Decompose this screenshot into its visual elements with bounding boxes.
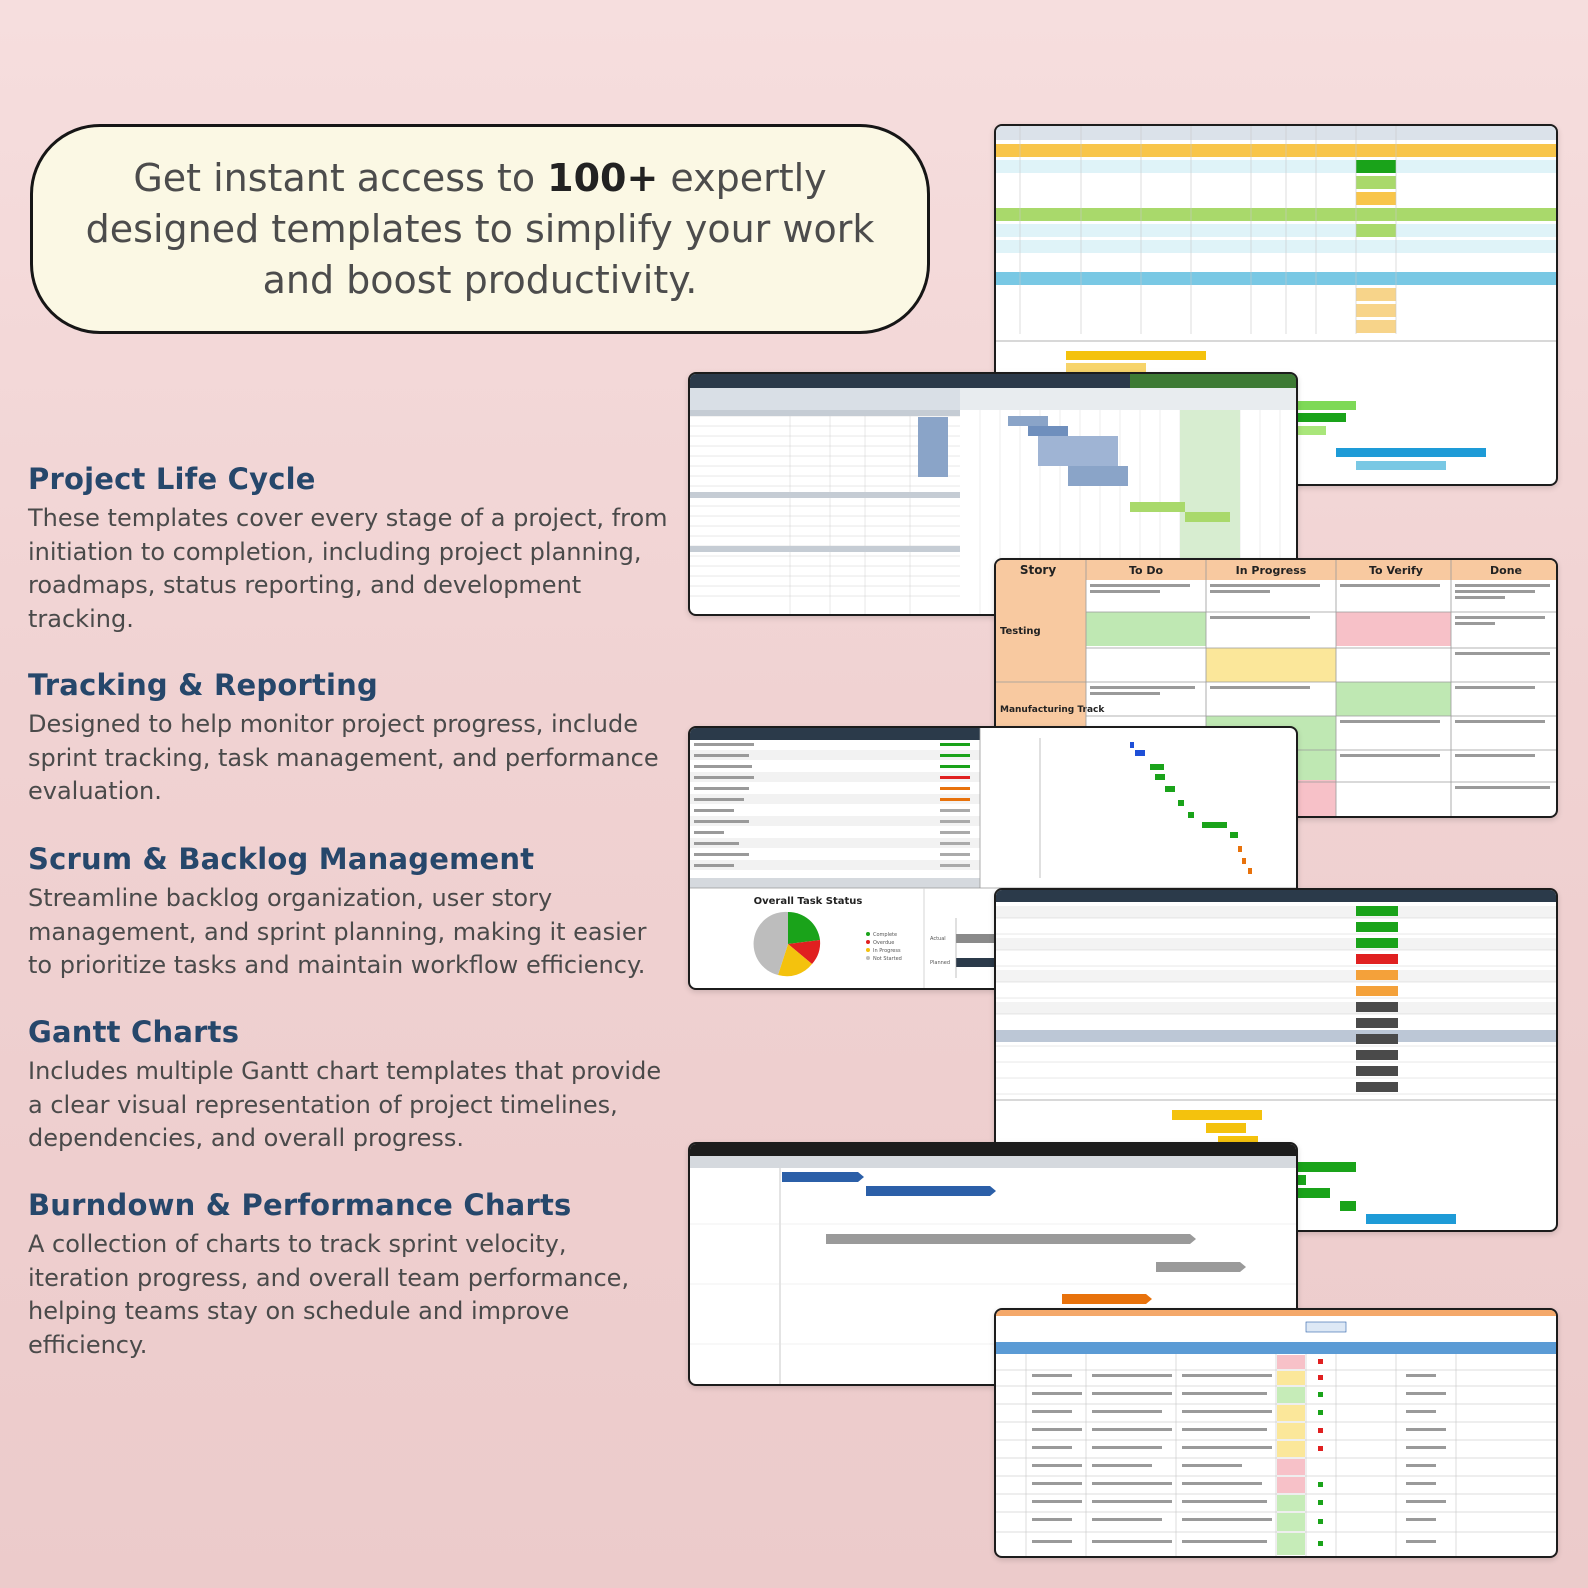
hero-text-start: Get instant access to [133, 155, 548, 200]
kanban-header-to-verify: To Verify [1369, 564, 1423, 577]
pie-legend-not-started: Not Started [873, 956, 902, 962]
section-scrum-backlog [28, 842, 668, 983]
pie-legend-overdue: Overdue [873, 940, 895, 946]
section-description: Streamline backlog organization, user story management, and sprint planning, making it easier to prioritize tasks and maintain workflow efficiency. [28, 884, 647, 979]
kanban-header-todo: To Do [1128, 564, 1164, 577]
hero-text [73, 153, 887, 306]
hero-text-highlight: 100+ [547, 155, 659, 200]
section-title: Project Life Cycle [28, 462, 316, 496]
section-title: Burndown & Performance Charts [28, 1188, 572, 1222]
section-tracking-reporting [28, 668, 668, 809]
section-title: Scrum & Backlog Management [28, 842, 535, 876]
section-title: Gantt Charts [28, 1015, 240, 1049]
kanban-header-story: Story [1019, 563, 1057, 577]
section-description: A collection of charts to track sprint velocity, iteration progress, and overall team performance, helping teams stay on schedule and improve efficiency. [28, 1230, 630, 1359]
hero-text-end: expertly designed templates to simplify your work and boost productivity. [85, 155, 875, 302]
kanban-header-done: Done [1490, 564, 1522, 577]
product-backlog-thumbnail [996, 1310, 1556, 1556]
task-status-pie [754, 912, 821, 976]
pie-legend-complete: Complete [873, 932, 898, 938]
section-burndown-performance [28, 1188, 668, 1362]
hero-banner [30, 124, 930, 334]
product-backlog-preview [994, 1308, 1558, 1558]
kanban-row-testing: Testing [1000, 626, 1041, 637]
section-project-life-cycle [28, 462, 668, 636]
section-description: Designed to help monitor project progress, include sprint tracking, task management, and performance evaluation. [28, 710, 659, 805]
budget-label-actual: Actual [930, 936, 946, 942]
section-description: Includes multiple Gantt chart templates that provide a clear visual representation of project timelines, dependencies, and overall progress. [28, 1057, 662, 1152]
budget-label-planned: Planned [930, 960, 951, 966]
pie-legend-in-progress: In Progress [873, 948, 901, 954]
chart-title-task-status: Overall Task Status [753, 896, 863, 907]
section-description: These templates cover every stage of a project, from initiation to completion, including project planning, roadmaps, status reporting, and development tracking. [28, 504, 668, 633]
section-gantt-charts [28, 1015, 668, 1156]
kanban-row-manufacturing: Manufacturing Track [1000, 705, 1105, 715]
kanban-header-in-progress: In Progress [1235, 564, 1307, 577]
section-title: Tracking & Reporting [28, 668, 378, 702]
